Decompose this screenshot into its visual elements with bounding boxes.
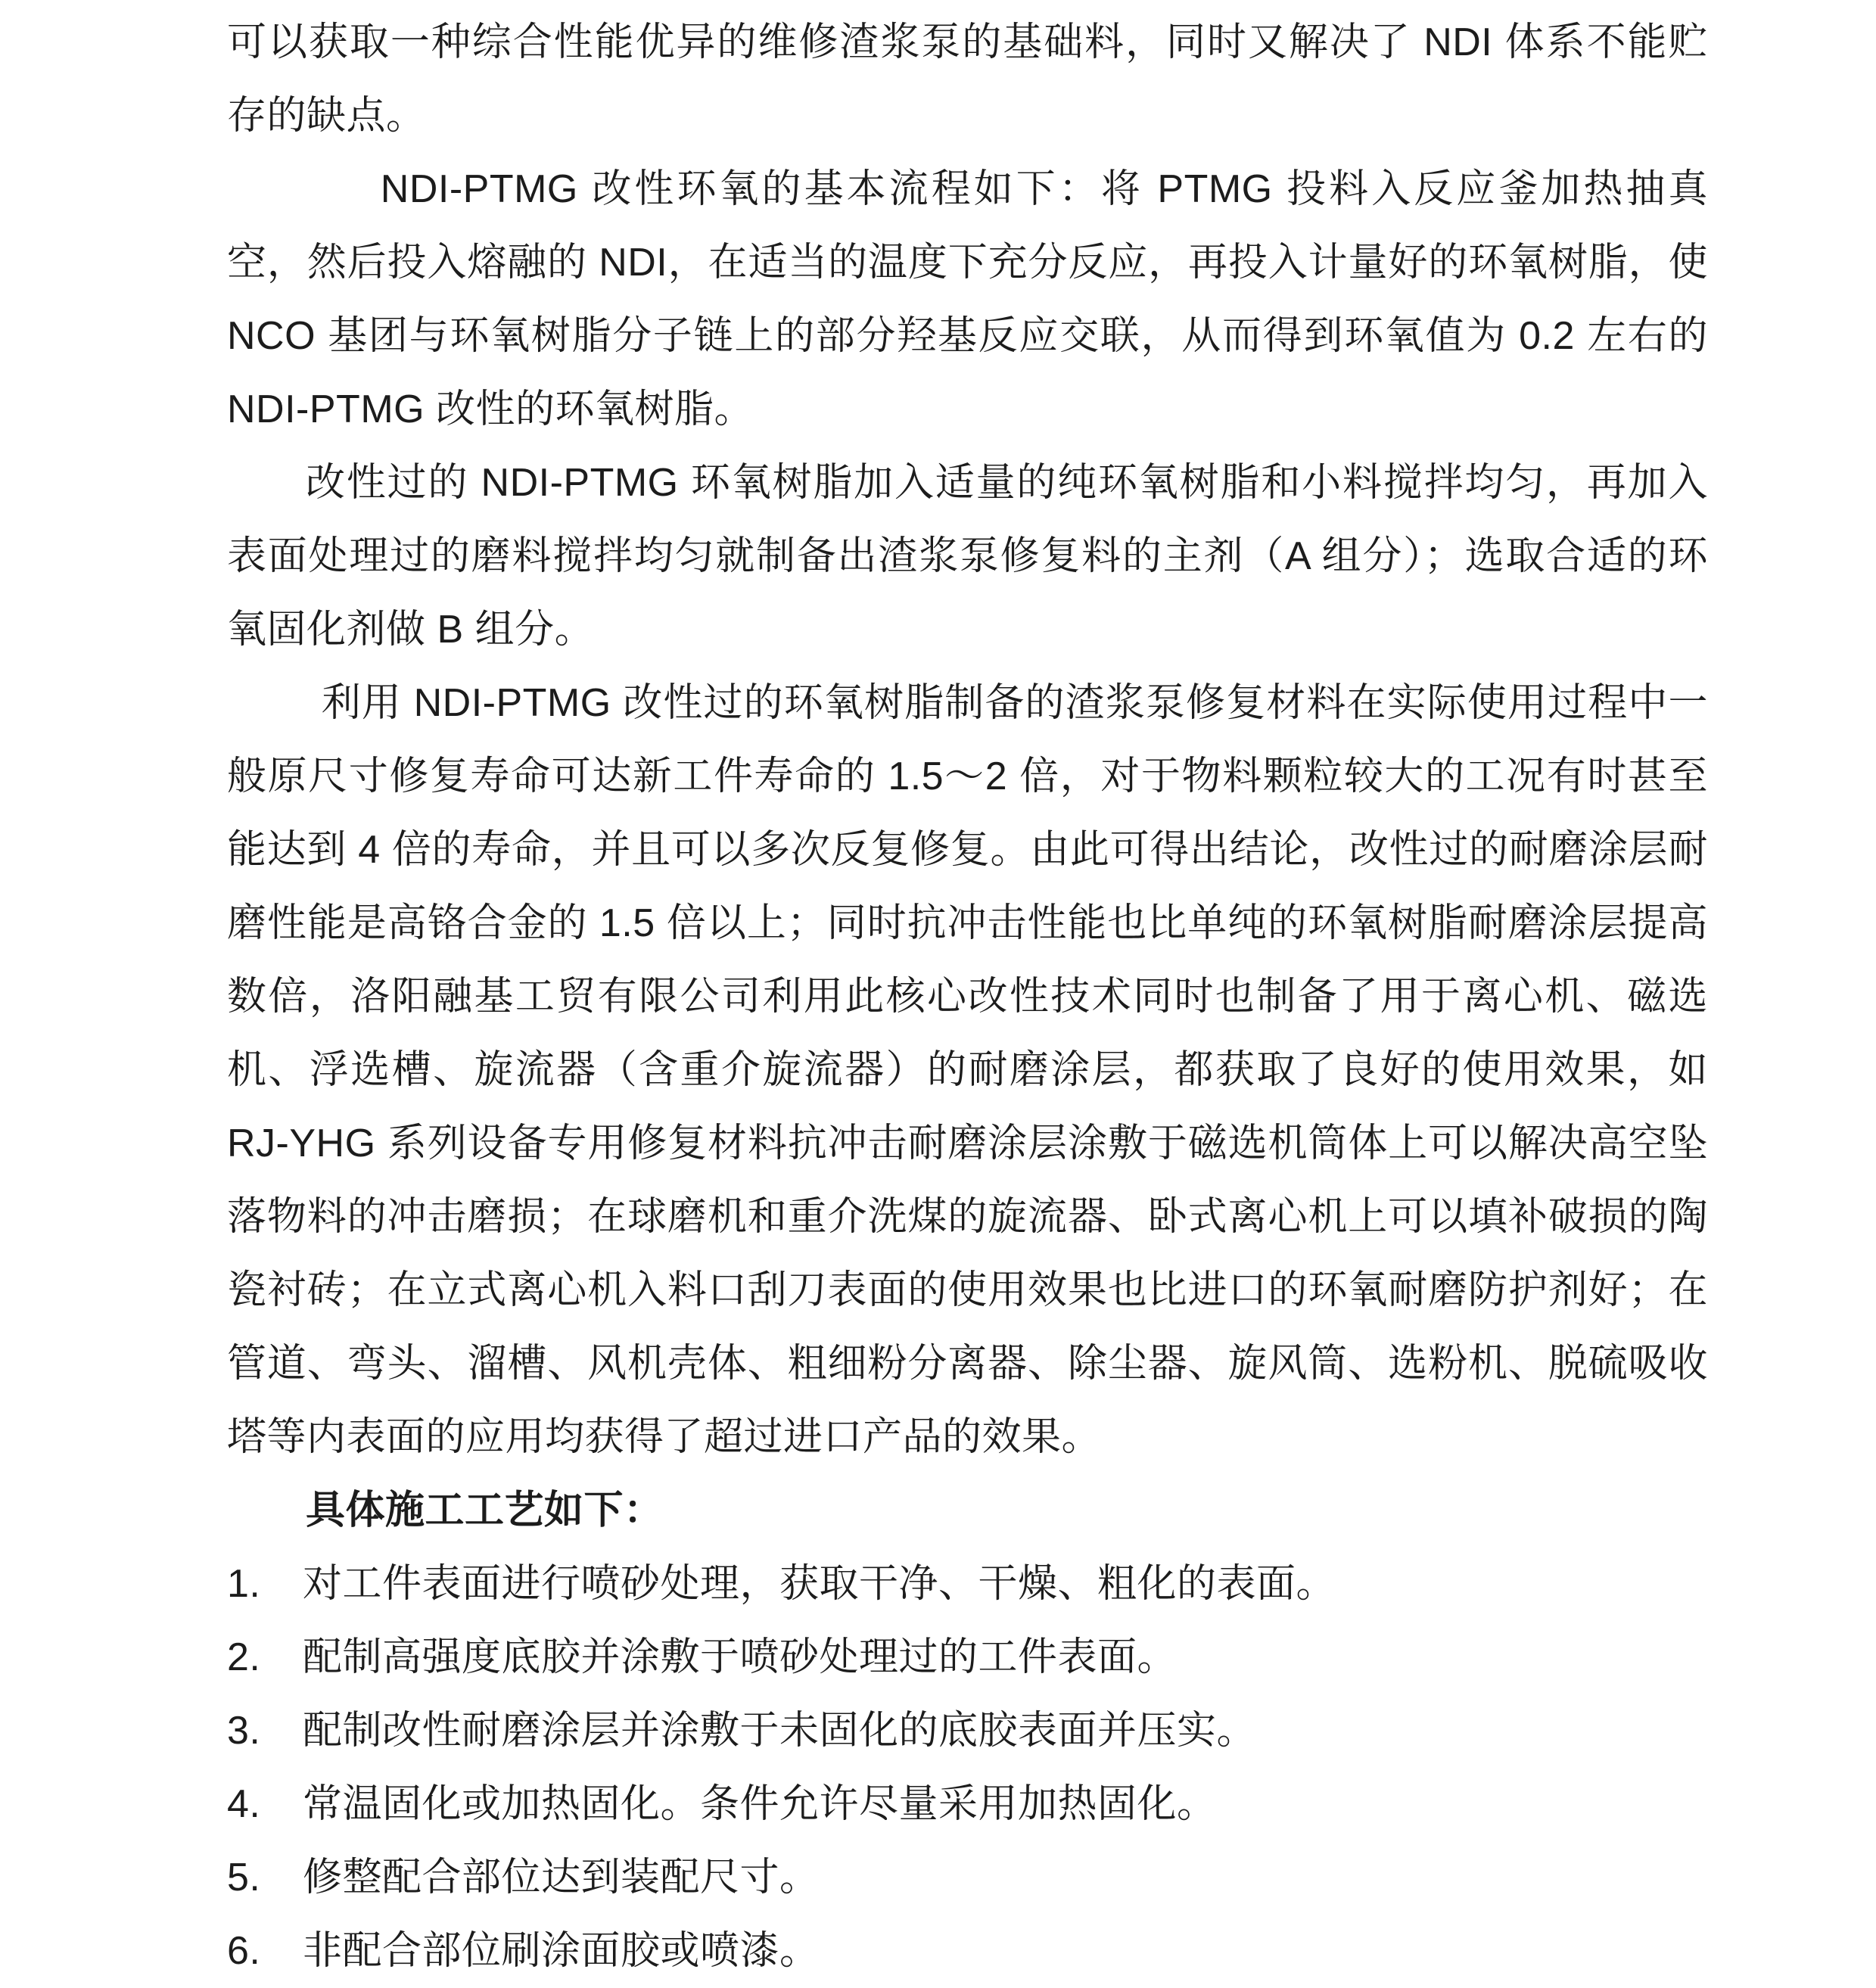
- step-item-3: [227, 1694, 1708, 1768]
- step-item-1: [227, 1548, 1708, 1621]
- paragraph-application-results: 利用 NDI-PTMG 改性过的环氧树脂制备的渣浆泵修复材料在实际使用过程中一般原尺寸修复寿命可达新工件寿命的 1.5～2 倍，对于物料颗粒较大的工况有时甚至能达到 4 倍的寿命，并且可以多次反复修复。由此可得出结论，改性过的耐磨涂层耐磨性能是高铬合金的 1.5 倍以上；同时抗冲击性能也比单纯的环氧树脂耐磨涂层提高数倍，洛阳融基工贸有限公司利用此核心改性技术同时也制备了用于离心机、磁选机、浮选槽、旋流器（含重介旋流器）的耐磨涂层，都获取了良好的使用效果，如 RJ-YHG 系列设备专用修复材料抗冲击耐磨涂层涂敷于磁选机筒体上可以解决高空坠落物料的冲击磨损；在球磨机和重介洗煤的旋流器、卧式离心机上可以填补破损的陶瓷衬砖；在立式离心机入料口刮刀表面的使用效果也比进口的环氧耐磨防护剂好；在管道、弯头、溜槽、风机壳体、粗细粉分离器、除尘器、旋风筒、选粉机、脱硫吸收塔等内表面的应用均获得了超过进口产品的效果。: [227, 681, 1708, 1459]
- step-number: 6.: [227, 1929, 261, 1973]
- step-item-5: [227, 1841, 1708, 1915]
- step-text: 配制高强度底胶并涂敷于喷砂处理过的工件表面。: [303, 1635, 1178, 1679]
- step-text: 修整配合部位达到装配尺寸。: [303, 1856, 820, 1899]
- step-item-4: [227, 1768, 1708, 1841]
- paragraph-storage-drawback: 可以获取一种综合性能优异的维修渣浆泵的基础料，同时又解决了 NDI 体系不能贮存的缺点。: [227, 20, 1708, 138]
- step-number: 5.: [227, 1856, 261, 1899]
- step-text: 非配合部位刷涂面胶或喷漆。: [303, 1929, 820, 1973]
- step-item-2: [227, 1621, 1708, 1694]
- step-number: 3.: [227, 1709, 261, 1753]
- step-number: 1.: [227, 1562, 261, 1606]
- step-text: 常温固化或加热固化。条件允许尽量采用加热固化。: [303, 1782, 1217, 1826]
- step-text: 对工件表面进行喷砂处理，获取干净、干燥、粗化的表面。: [303, 1562, 1336, 1606]
- paragraph-component-ab: 改性过的 NDI-PTMG 环氧树脂加入适量的纯环氧树脂和小料搅拌均匀，再加入表面处理过的磨料搅拌均匀就制备出渣浆泵修复料的主剂（A 组分）；选取合适的环氧固化剂做 B 组分。: [227, 461, 1708, 652]
- step-item-6: [227, 1915, 1708, 1988]
- paragraph-ndi-ptmg-process: NDI-PTMG 改性环氧的基本流程如下：将 PTMG 投料入反应釜加热抽真空，然后投入熔融的 NDI，在适当的温度下充分反应，再投入计量好的环氧树脂，使 NCO 基团与环氧树脂分子链上的部分羟基反应交联，从而得到环氧值为 0.2 左右的 NDI-PTMG 改性的环氧树脂。: [227, 167, 1708, 431]
- section-heading-construction-process: 具体施工工艺如下：: [306, 1489, 664, 1532]
- step-number: 2.: [227, 1635, 261, 1679]
- step-number: 4.: [227, 1782, 261, 1826]
- step-text: 配制改性耐磨涂层并涂敷于未固化的底胶表面并压实。: [303, 1709, 1257, 1753]
